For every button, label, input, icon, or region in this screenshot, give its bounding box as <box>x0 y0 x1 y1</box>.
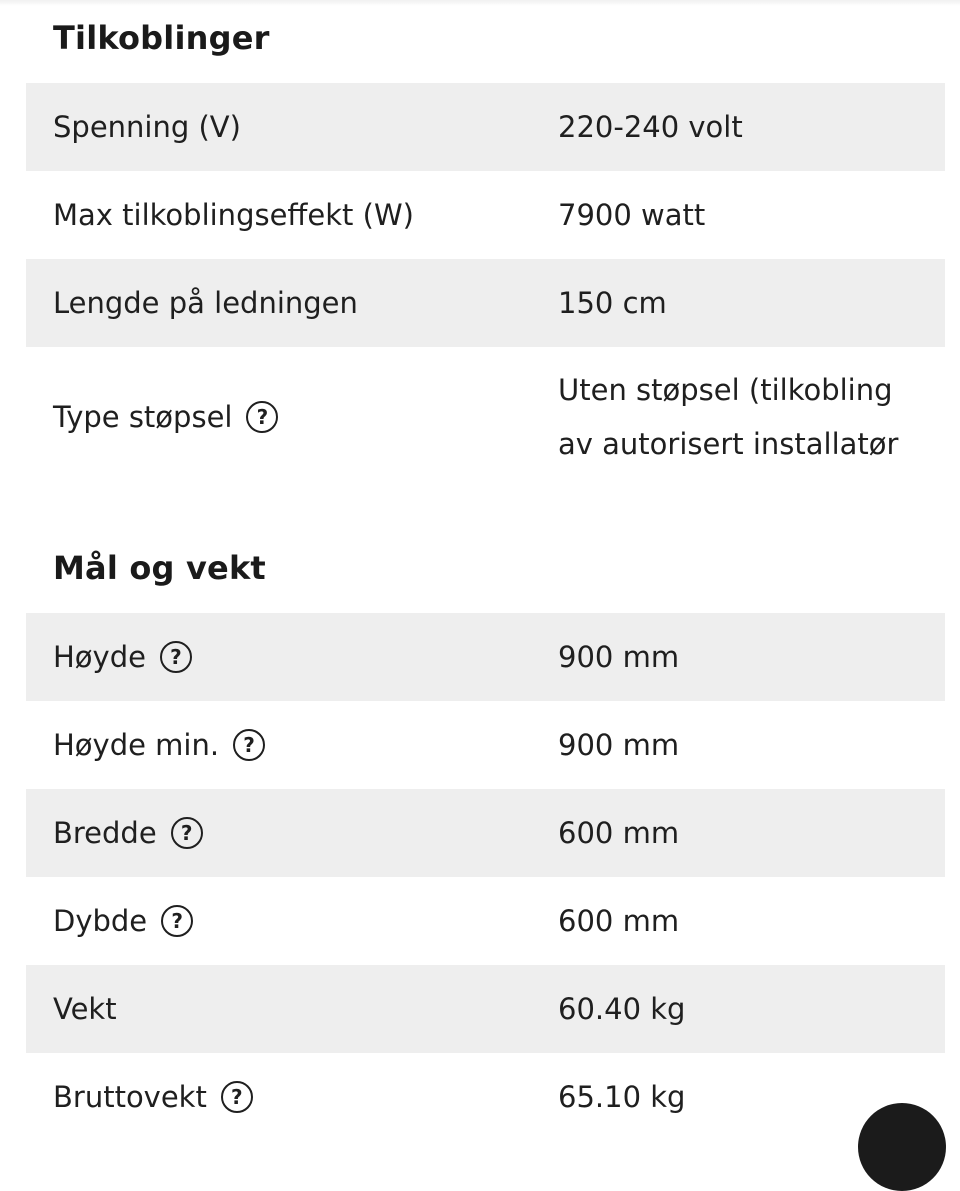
spec-value: 7900 watt <box>558 198 706 232</box>
spec-label-cell <box>26 904 558 938</box>
spec-label-cell <box>26 1080 558 1114</box>
question-circle-icon[interactable]: ? <box>161 905 193 937</box>
spec-value: 600 mm <box>558 816 680 850</box>
spec-value: Uten støpsel (tilkobling av autorisert installatør <box>558 373 899 461</box>
question-circle-icon[interactable]: ? <box>221 1081 253 1113</box>
section-title-maal-og-vekt: Mål og vekt <box>53 549 266 587</box>
spec-value: 60.40 kg <box>558 992 686 1026</box>
spec-row <box>26 1053 945 1141</box>
spec-row <box>26 171 945 259</box>
spec-row <box>26 259 945 347</box>
spec-label-cell <box>26 286 558 320</box>
spec-table-tilkoblinger <box>26 83 945 487</box>
spec-value: 220-240 volt <box>558 110 743 144</box>
spec-label-cell <box>26 110 558 144</box>
spec-value: 600 mm <box>558 904 680 938</box>
question-circle-icon[interactable]: ? <box>171 817 203 849</box>
spec-table-maal-og-vekt <box>26 613 945 1141</box>
spec-label: Høyde min. <box>53 728 220 762</box>
spec-label-cell <box>26 728 558 762</box>
spec-value: 65.10 kg <box>558 1080 686 1114</box>
spec-label-cell <box>26 640 558 674</box>
section-title-tilkoblinger: Tilkoblinger <box>53 19 270 57</box>
spec-label: Lengde på ledningen <box>53 286 358 320</box>
spec-label: Spenning (V) <box>53 110 241 144</box>
spec-label: Høyde <box>53 640 146 674</box>
spec-row <box>26 877 945 965</box>
spec-label-cell <box>26 198 558 232</box>
spec-row <box>26 347 945 487</box>
question-circle-icon[interactable]: ? <box>160 641 192 673</box>
spec-label: Max tilkoblingseffekt (W) <box>53 198 414 232</box>
spec-label: Bredde <box>53 816 157 850</box>
header-shadow <box>0 0 960 6</box>
spec-label: Dybde <box>53 904 148 938</box>
spec-row <box>26 613 945 701</box>
spec-label-cell <box>26 400 558 434</box>
spec-row <box>26 965 945 1053</box>
spec-label: Vekt <box>53 992 117 1026</box>
spec-value: 900 mm <box>558 728 680 762</box>
question-circle-icon[interactable]: ? <box>233 729 265 761</box>
spec-row <box>26 789 945 877</box>
question-circle-icon[interactable]: ? <box>246 401 278 433</box>
spec-row <box>26 701 945 789</box>
spec-label-cell <box>26 816 558 850</box>
floating-action-button[interactable] <box>858 1103 946 1191</box>
spec-label: Type støpsel <box>53 400 233 434</box>
spec-value: 900 mm <box>558 640 680 674</box>
spec-row <box>26 83 945 171</box>
spec-label-cell <box>26 992 558 1026</box>
spec-value: 150 cm <box>558 286 667 320</box>
spec-label: Bruttovekt <box>53 1080 207 1114</box>
